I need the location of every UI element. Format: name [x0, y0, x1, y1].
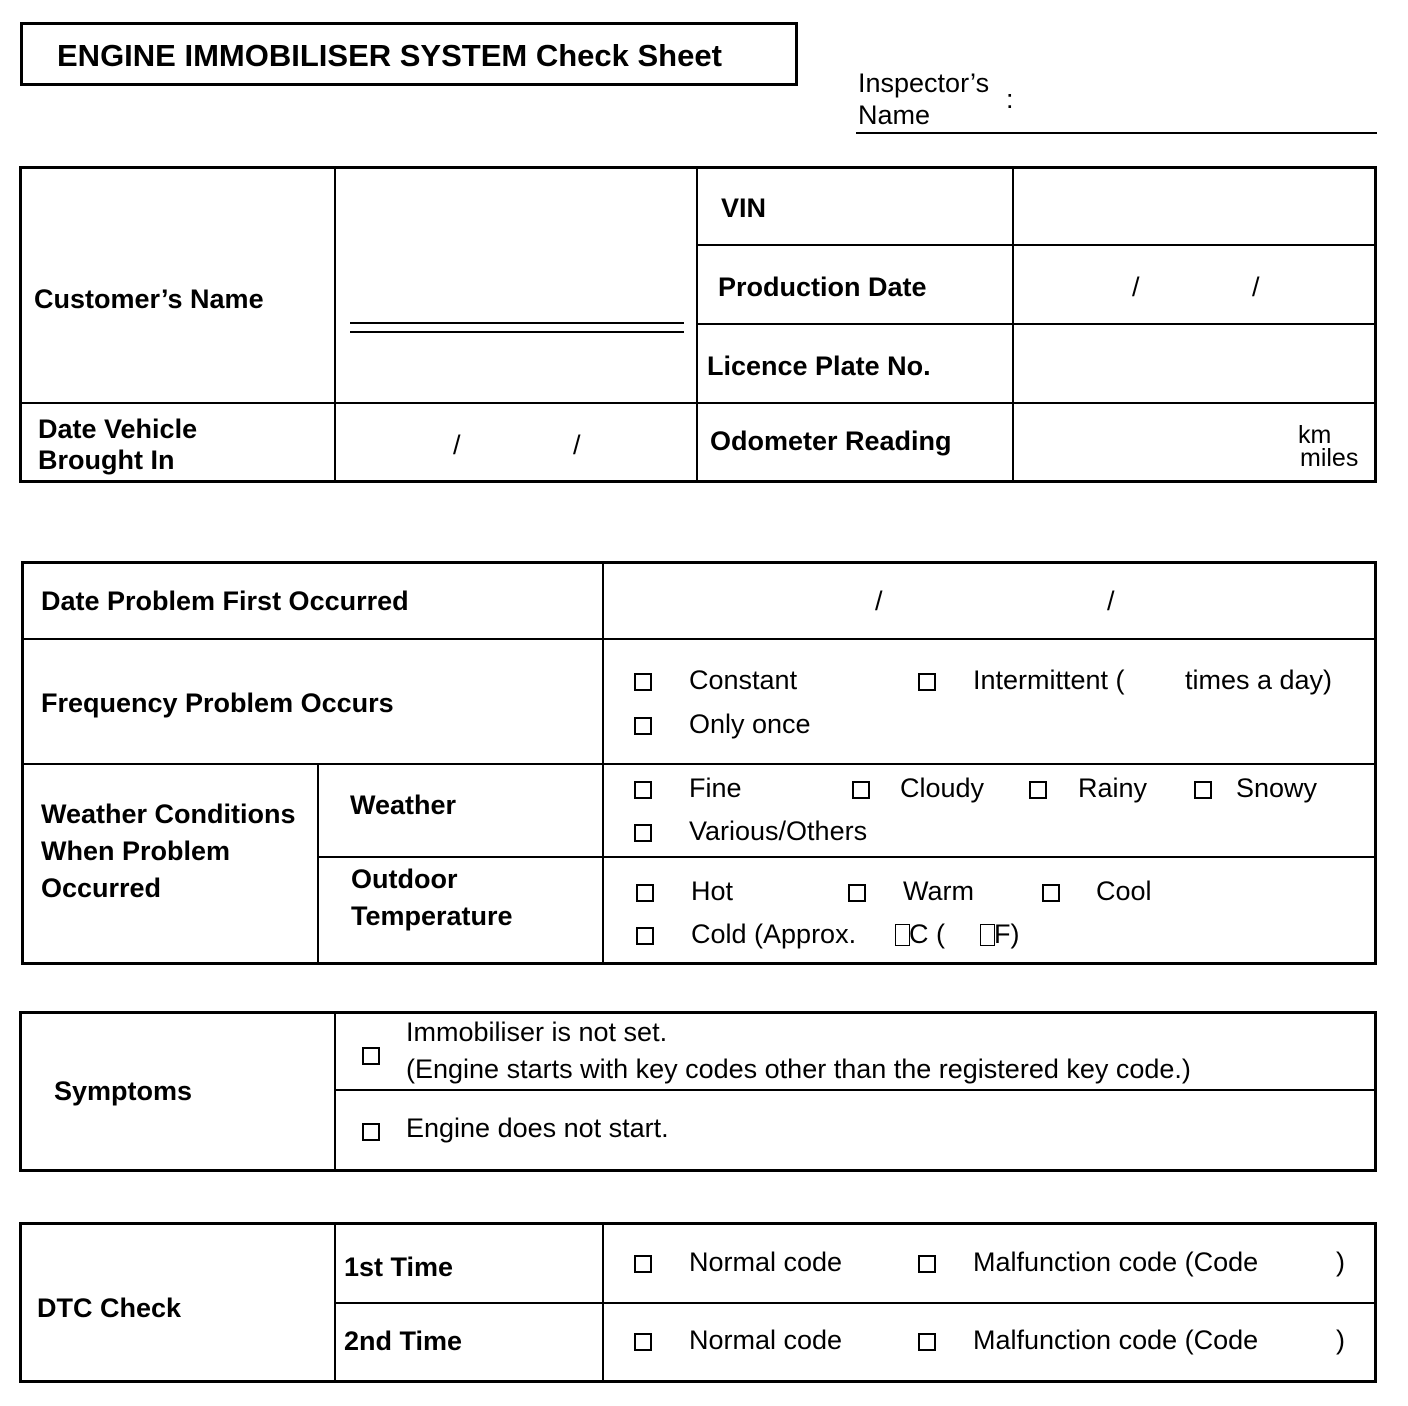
divider: [19, 402, 1377, 404]
fine-checkbox[interactable]: [634, 781, 652, 799]
date-first-occurred-label: Date Problem First Occurred: [41, 586, 409, 616]
divider: [334, 166, 336, 483]
divider: [334, 1089, 1377, 1091]
dtc1-malfunction-checkbox[interactable]: [918, 1255, 936, 1273]
inspector-label-line1: Inspector’s: [858, 68, 990, 98]
cloudy-checkbox[interactable]: [852, 781, 870, 799]
dtc2-normal-checkbox[interactable]: [634, 1333, 652, 1351]
rainy-checkbox[interactable]: [1029, 781, 1047, 799]
snowy-label: Snowy: [1236, 773, 1318, 803]
divider: [317, 856, 1377, 858]
fine-label: Fine: [689, 773, 742, 803]
cold-checkbox[interactable]: [636, 927, 654, 945]
outdoor-temp-label-line2: Temperature: [351, 901, 513, 931]
dtc1-normal-checkbox[interactable]: [634, 1255, 652, 1273]
divider: [317, 763, 319, 965]
various-checkbox[interactable]: [634, 824, 652, 842]
dtc2-close-paren: ): [1336, 1325, 1345, 1355]
dtc-second-time-label: 2nd Time: [344, 1326, 463, 1356]
production-date-separator: /: [1132, 272, 1140, 302]
date-brought-in-label-line1: Date Vehicle: [38, 414, 198, 444]
divider: [334, 1011, 336, 1172]
vin-field[interactable]: [1016, 170, 1372, 242]
only-once-label: Only once: [689, 709, 811, 739]
various-label: Various/Others: [689, 816, 868, 846]
dtc2-normal-label: Normal code: [689, 1325, 843, 1355]
fahrenheit-label: F): [994, 919, 1020, 949]
weather-conditions-label-line3: Occurred: [41, 873, 162, 903]
odometer-unit-km: km: [1298, 421, 1332, 449]
cool-checkbox[interactable]: [1042, 884, 1060, 902]
cool-label: Cool: [1096, 876, 1152, 906]
celsius-label: C (: [909, 919, 945, 949]
snowy-checkbox[interactable]: [1194, 781, 1212, 799]
production-date-separator: /: [1252, 272, 1260, 302]
hot-checkbox[interactable]: [636, 884, 654, 902]
divider: [21, 763, 1377, 765]
dtc-first-time-label: 1st Time: [344, 1252, 454, 1282]
dtc2-malfunction-label: Malfunction code (Code: [973, 1325, 1259, 1355]
vin-label: VIN: [721, 193, 767, 223]
customer-name-field[interactable]: [350, 322, 684, 333]
only-once-checkbox[interactable]: [634, 717, 652, 735]
dtc1-malfunction-label: Malfunction code (Code: [973, 1247, 1259, 1277]
inspector-name-field[interactable]: [856, 132, 1377, 134]
cold-label: Cold (Approx.: [691, 919, 857, 949]
immobiliser-not-set-checkbox[interactable]: [362, 1047, 380, 1065]
dtc1-normal-label: Normal code: [689, 1247, 843, 1277]
licence-plate-label: Licence Plate No.: [707, 351, 931, 381]
inspector-label-line2: Name: [858, 100, 931, 130]
odometer-label: Odometer Reading: [710, 426, 952, 456]
date-first-occurred-separator: /: [1107, 586, 1115, 616]
symptoms-label: Symptoms: [54, 1076, 193, 1106]
date-brought-in-separator: /: [573, 430, 581, 460]
licence-plate-field[interactable]: [1016, 328, 1372, 400]
intermittent-checkbox[interactable]: [918, 673, 936, 691]
dtc2-malfunction-checkbox[interactable]: [918, 1333, 936, 1351]
date-brought-in-separator: /: [453, 430, 461, 460]
inspector-colon: :: [1006, 84, 1014, 114]
times-a-day-label: times a day): [1185, 665, 1333, 695]
divider: [21, 638, 1377, 640]
date-first-occurred-separator: /: [875, 586, 883, 616]
intermittent-label: Intermittent (: [973, 665, 1125, 695]
warm-label: Warm: [903, 876, 974, 906]
divider: [696, 244, 1377, 246]
divider: [334, 1302, 1377, 1304]
weather-conditions-label-line1: Weather Conditions: [41, 799, 296, 829]
divider: [696, 323, 1377, 325]
weather-label: Weather: [350, 790, 457, 820]
engine-not-start-label: Engine does not start.: [406, 1113, 669, 1143]
degree-symbol-icon: [980, 924, 995, 946]
hot-label: Hot: [691, 876, 734, 906]
cloudy-label: Cloudy: [900, 773, 985, 803]
symptoms-table: [19, 1011, 1377, 1172]
weather-conditions-label-line2: When Problem: [41, 836, 231, 866]
constant-label: Constant: [689, 665, 798, 695]
degree-symbol-icon: [895, 924, 910, 946]
odometer-unit-miles: miles: [1300, 444, 1359, 472]
immobiliser-not-set-detail: (Engine starts with key codes other than the registered key code.): [406, 1054, 1191, 1084]
dtc1-close-paren: ): [1336, 1247, 1345, 1277]
page-title: ENGINE IMMOBILISER SYSTEM Check Sheet: [57, 38, 722, 73]
rainy-label: Rainy: [1078, 773, 1148, 803]
engine-not-start-checkbox[interactable]: [362, 1123, 380, 1141]
outdoor-temp-label-line1: Outdoor: [351, 864, 458, 894]
dtc-check-label: DTC Check: [37, 1293, 182, 1323]
date-brought-in-label-line2: Brought In: [38, 445, 175, 475]
immobiliser-not-set-label: Immobiliser is not set.: [406, 1017, 668, 1047]
frequency-label: Frequency Problem Occurs: [41, 688, 394, 718]
production-date-label: Production Date: [718, 272, 927, 302]
customer-name-label: Customer’s Name: [34, 284, 264, 314]
constant-checkbox[interactable]: [634, 673, 652, 691]
warm-checkbox[interactable]: [848, 884, 866, 902]
